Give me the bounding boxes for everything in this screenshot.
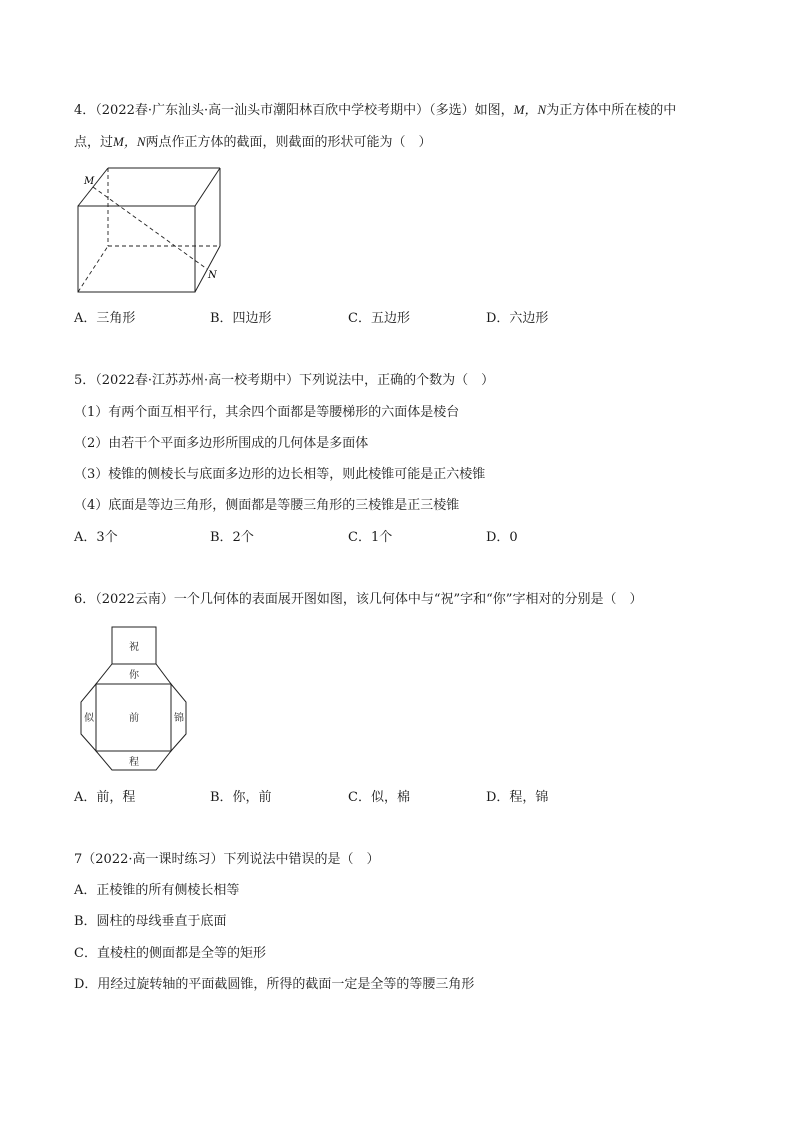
- q5-stem: 5．（2022春·江苏苏州·高一校考期中）下列说法中，正确的个数为（ ）: [74, 373, 495, 388]
- net-label-center: 前: [129, 713, 139, 724]
- q5-option-a[interactable]: A．3个: [74, 530, 118, 545]
- q5-item-1: （1）有两个面互相平行，其余四个面都是等腰梯形的六面体是棱台: [74, 405, 460, 420]
- q4-vars-2: M，N: [113, 134, 146, 149]
- q4-option-d[interactable]: D．六边形: [486, 311, 549, 326]
- q4-number: 4．: [74, 103, 96, 118]
- q5-option-c[interactable]: C．1个: [348, 530, 393, 545]
- q6-option-c[interactable]: C．似，棉: [348, 790, 410, 805]
- q4-stem-line1: [74, 101, 676, 120]
- q4-vars: M，N: [513, 102, 547, 117]
- label-n: N: [208, 270, 217, 281]
- q6-stem: 6．（2022云南）一个几何体的表面展开图如图，该几何体中与“祝”字和“你”字相对的分别是（ ）: [74, 592, 643, 607]
- q4-tag: （多选）: [429, 103, 475, 118]
- q5-item-2: （2）由若干个平面多边形所围成的几何体是多面体: [74, 436, 369, 451]
- cube-hidden-edge: [78, 246, 108, 292]
- q4-text-d: 两点作正方体的截面，则截面的形状可能为（ ）: [145, 135, 432, 150]
- q7-option-c[interactable]: C．直棱柱的侧面都是全等的矩形: [74, 946, 266, 961]
- q4-stem-line2: [74, 133, 432, 152]
- net-label-bottom: 程: [129, 757, 139, 768]
- q4-text-a: 如图，: [474, 103, 514, 118]
- q6-option-a[interactable]: A．前，程: [74, 790, 136, 805]
- net-label-right: 锦: [174, 713, 184, 724]
- q5-option-b[interactable]: B．2个: [210, 530, 254, 545]
- q4-text-b: 为正方体中所在棱的中: [546, 103, 677, 118]
- q4-option-b[interactable]: B．四边形: [210, 311, 272, 326]
- net-label-upper: 你: [129, 670, 139, 681]
- q4-text-c: 点，过: [74, 135, 114, 150]
- q4-source: （2022春·广东汕头·高一汕头市潮阳林百欣中学校考期中）: [95, 103, 430, 118]
- q7-option-d[interactable]: D．用经过旋转轴的平面截圆锥，所得的截面一定是全等的等腰三角形: [74, 977, 475, 992]
- q4-option-a[interactable]: A．三角形: [74, 311, 136, 326]
- q4-cube-figure: [70, 160, 230, 300]
- q6-net-figure: [76, 624, 196, 774]
- q7-option-a[interactable]: A．正棱锥的所有侧棱长相等: [74, 883, 240, 898]
- q6-option-d[interactable]: D．程，锦: [486, 790, 549, 805]
- q5-item-3: （3）棱锥的侧棱长与底面多边形的边长相等，则此棱锥可能是正六棱锥: [74, 467, 486, 482]
- mn-segment: [93, 187, 207, 269]
- label-m: M: [84, 176, 95, 187]
- cube-front-face: [78, 206, 195, 292]
- net-label-top: 祝: [129, 642, 139, 653]
- q4-option-c[interactable]: C．五边形: [348, 311, 410, 326]
- net-label-left: 似: [84, 713, 94, 724]
- q5-item-4: （4）底面是等边三角形，侧面都是等腰三角形的三棱锥是正三棱锥: [74, 498, 460, 513]
- q5-option-d[interactable]: D．0: [486, 530, 518, 545]
- q7-stem: 7（2022·高一课时练习）下列说法中错误的是（ ）: [74, 852, 380, 867]
- q6-option-b[interactable]: B．你，前: [210, 790, 272, 805]
- q7-option-b[interactable]: B．圆柱的母线垂直于底面: [74, 914, 227, 929]
